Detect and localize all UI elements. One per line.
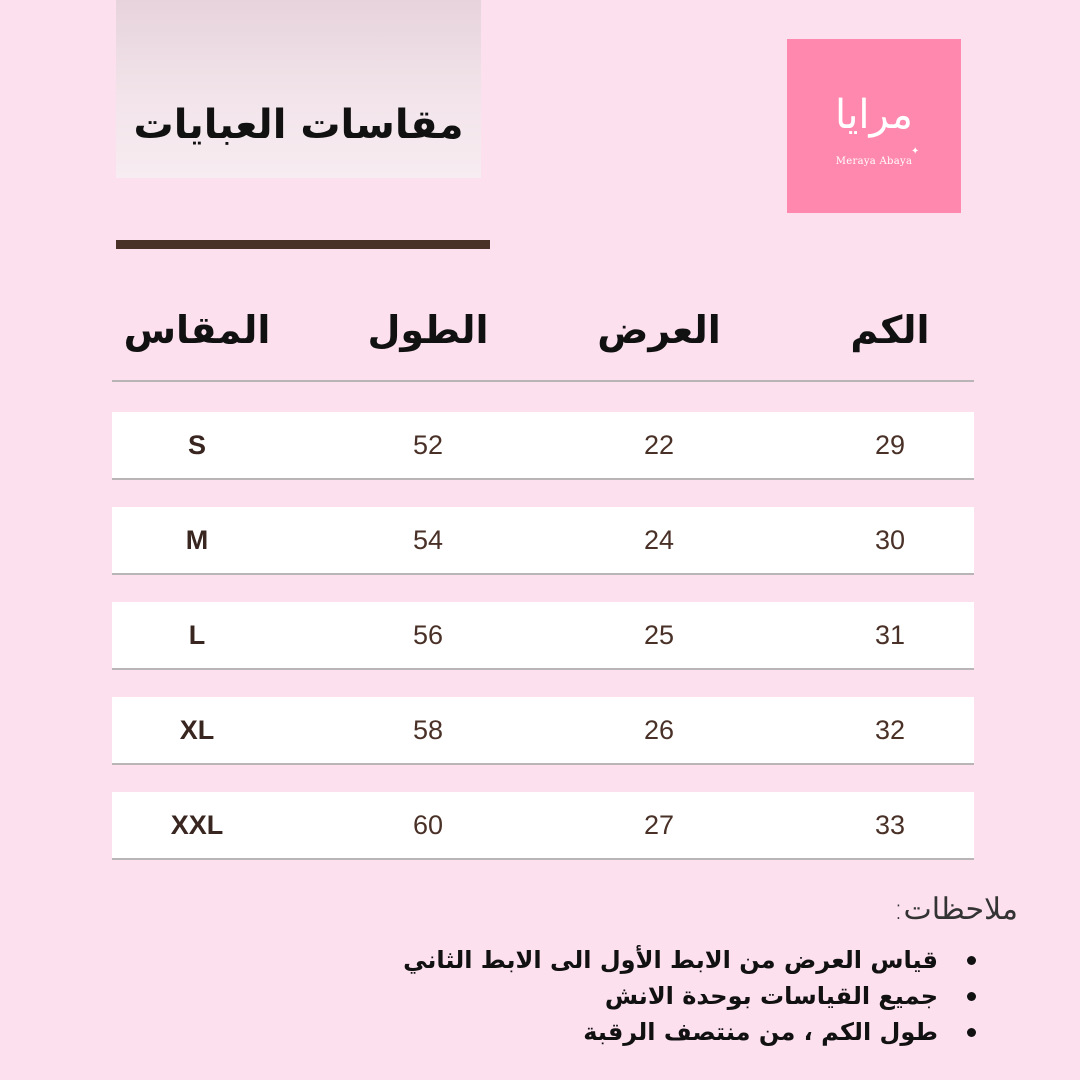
page-title: مقاسات العبايات — [133, 102, 464, 148]
logo-subtitle: Meraya Abaya — [835, 156, 913, 167]
cell-size: XXL — [170, 810, 224, 840]
note-text: طول الكم ، من منتصف الرقبة — [583, 1018, 938, 1046]
table-row — [112, 412, 974, 480]
bullet-icon — [967, 1028, 976, 1037]
cell-size: S — [187, 430, 206, 460]
brand-logo — [787, 39, 961, 213]
bullet-icon — [967, 992, 976, 1001]
note-item — [403, 978, 938, 1014]
column-header-width: العرض — [597, 308, 721, 352]
column-header-sleeve: الكم — [850, 308, 930, 352]
cell-length: 56 — [412, 620, 444, 650]
cell-length: 52 — [412, 430, 444, 460]
cell-sleeve: 33 — [874, 810, 906, 840]
notes-heading: ملاحظات: — [893, 892, 1018, 927]
bullet-icon — [967, 956, 976, 965]
column-header-size: المقاس — [123, 308, 271, 352]
logo-wordmark: مرايا — [835, 92, 913, 138]
cell-length: 58 — [412, 715, 444, 745]
cell-length: 60 — [412, 810, 444, 840]
cell-width: 25 — [643, 620, 675, 650]
table-row — [112, 507, 974, 575]
table-header — [112, 290, 974, 370]
cell-width: 24 — [643, 525, 675, 555]
note-item — [403, 1014, 938, 1050]
cell-sleeve: 32 — [874, 715, 906, 745]
sparkle-icon: ✦ — [911, 146, 920, 157]
notes-list — [403, 942, 938, 1050]
cell-width: 26 — [643, 715, 675, 745]
table-row — [112, 602, 974, 670]
note-item — [403, 942, 938, 978]
table-row — [112, 792, 974, 860]
note-text: جميع القياسات بوحدة الانش — [604, 982, 938, 1010]
cell-size: L — [188, 620, 206, 650]
cell-sleeve: 29 — [874, 430, 906, 460]
cell-length: 54 — [412, 525, 444, 555]
table-row — [112, 697, 974, 765]
note-text: قياس العرض من الابط الأول الى الابط الثاني — [403, 946, 938, 974]
header-divider — [112, 380, 974, 382]
title-underline — [116, 240, 490, 249]
cell-size: XL — [179, 715, 215, 745]
cell-width: 27 — [643, 810, 675, 840]
cell-sleeve: 31 — [874, 620, 906, 650]
title-panel — [116, 0, 481, 178]
cell-sleeve: 30 — [874, 525, 906, 555]
cell-size: M — [185, 525, 209, 555]
cell-width: 22 — [643, 430, 675, 460]
column-header-length: الطول — [367, 308, 489, 352]
